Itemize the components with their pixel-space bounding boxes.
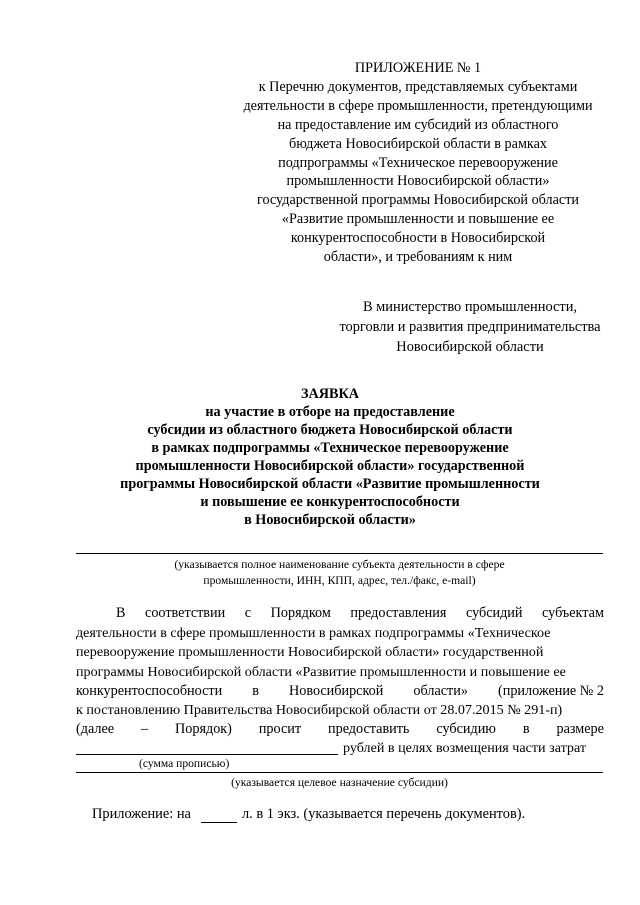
body-word: субсидию [436,721,496,737]
attachment-prefix: Приложение: на [92,806,191,822]
appendix-line: деятельности в сфере промышленности, претендующими [243,97,593,114]
addressee-block [310,297,630,357]
attachment-pages-blank[interactable] [201,822,237,823]
appendix-line: бюджета Новосибирской области в рамках [289,135,547,152]
body-line-5 [76,682,604,702]
appendix-line: промышленности Новосибирской области» [286,173,550,190]
applicant-hint-line2: промышленности, ИНН, КПП, адрес, тел./факс, e-mail) [203,574,476,587]
heading-line: в рамках подпрограммы «Техническое перевооружение [151,440,509,456]
heading-line: в Новосибирской области» [244,512,416,528]
body-word: в [252,683,259,699]
body-word: предоставить [328,721,410,737]
sum-hint: (сумма прописью) [139,757,230,770]
body-word: в [522,721,530,737]
purpose-hint: (указывается целевое назначение субсидии) [231,776,448,789]
appendix-line: государственной программы Новосибирской области [257,192,579,209]
body-word: с [244,605,252,621]
body-word: конкурентоспособности [76,683,223,699]
body-word: – [140,721,149,737]
heading-line: и повышение ее конкурентоспособности [200,494,460,510]
body-word: Порядком [270,605,331,621]
heading-line: на участие в отборе на предоставление [205,404,455,420]
body-word: В [116,605,126,621]
applicant-name-line[interactable] [76,553,603,554]
applicant-hint-line1: (указывается полное наименование субъекта деятельности в сфере [174,558,505,571]
appendix-line: к Перечню документов, представляемых субъектами [258,78,578,95]
body-word: Новосибирской [289,683,384,699]
body-line-2: деятельности в сфере промышленности в рамках подпрограммы «Техническое [76,625,551,641]
body-word: Порядок) [175,721,232,737]
body-word: (приложение № 2 [498,683,604,699]
body-word: размере [556,721,604,737]
body-word: просит [258,721,302,737]
addressee-line: торговли и развития предпринимательства [339,319,601,335]
body-word: области» [413,683,468,699]
appendix-line: подпрограммы «Техническое перевооружение [278,154,558,171]
body-line-8-tail: рублей в целях возмещения части затрат [343,740,587,756]
appendix-line: конкурентоспособности в Новосибирской [290,230,546,247]
body-word: предоставления [350,605,447,621]
heading-line: субсидии из областного бюджета Новосибирской области [147,422,513,438]
subsidy-purpose-line[interactable] [76,772,603,773]
appendix-line: «Развитие промышленности и повышение ее [281,211,555,228]
body-line-3: перевооружение промышленности Новосибирской области» государственной [76,644,544,660]
body-word: (далее [76,721,115,737]
body-line-1 [116,604,604,624]
body-word: соответствии [145,605,226,621]
body-line-7 [76,720,604,740]
appendix-header [218,59,618,267]
heading-line: промышленности Новосибирской области» государственной [135,458,525,474]
subsidy-amount-line[interactable] [76,754,338,755]
body-line-4: программы Новосибирской области «Развитие промышленности и повышение ее [76,664,566,680]
body-word: субсидий [465,605,523,621]
application-heading [60,385,600,529]
addressee-line: В министерство промышленности, [362,299,577,315]
appendix-line: области», и требованиям к ним [323,249,513,266]
appendix-line: на предоставление им субсидий из областного [277,116,559,133]
heading-line: программы Новосибирской области «Развитие промышленности [120,476,540,492]
body-word: субъектам [542,605,604,621]
addressee-line: Новосибирской области [396,339,544,355]
body-line-6: к постановлению Правительства Новосибирской области от 28.07.2015 № 291-п) [76,702,563,718]
attachment-suffix: л. в 1 экз. (указывается перечень документов). [242,806,526,822]
appendix-title: ПРИЛОЖЕНИЕ № 1 [354,60,482,76]
heading-title: ЗАЯВКА [301,386,359,402]
